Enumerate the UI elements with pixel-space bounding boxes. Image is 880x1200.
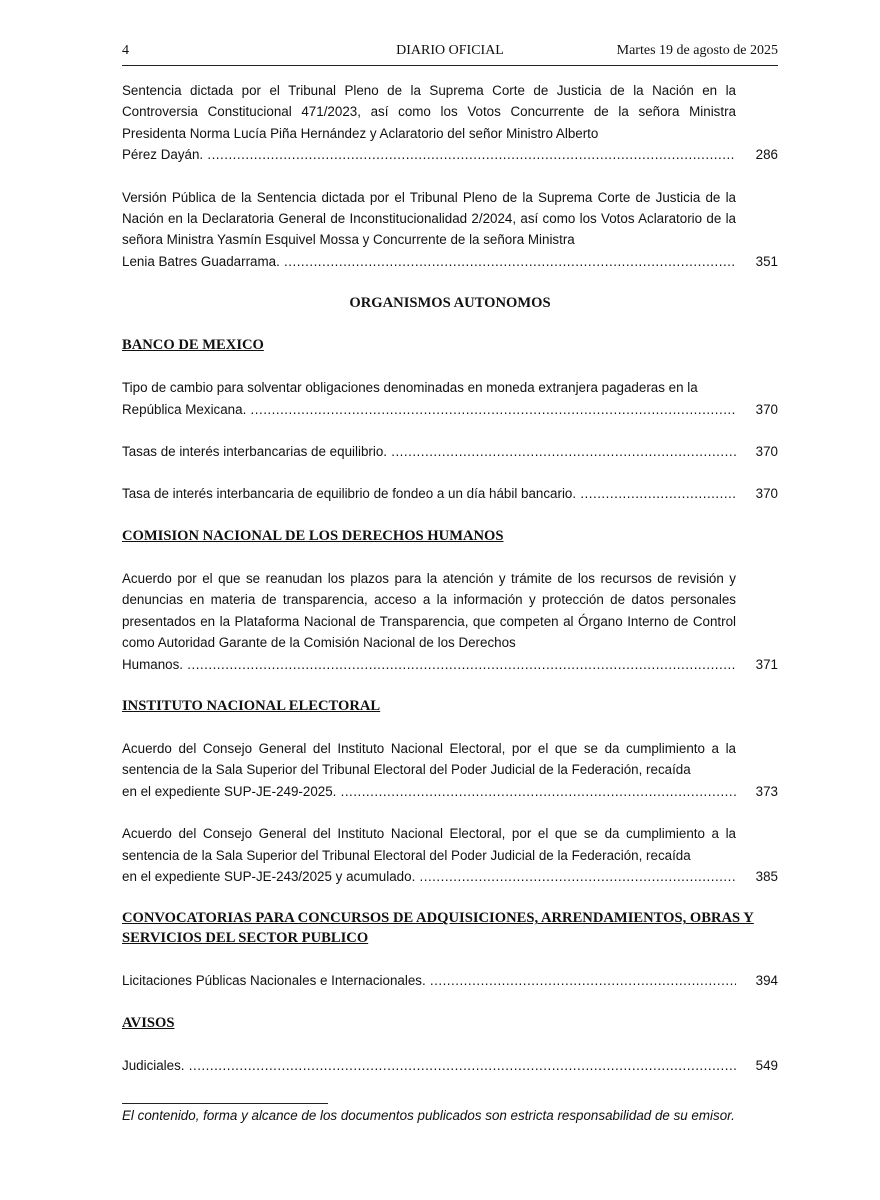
toc-entry — [122, 970, 778, 991]
entry-last-line: en el expediente SUP-JE-249-2025. ..... — [122, 781, 736, 802]
organismos-heading: ORGANISMOS AUTONOMOS — [349, 295, 551, 312]
toc-entry — [122, 483, 778, 504]
entry-text: Tipo de cambio para solventar obligaciones denominadas en moneda extranjera pagaderas en la — [122, 380, 698, 396]
footnote — [122, 1103, 782, 1123]
entry-page-number: 370 — [755, 486, 778, 502]
avisos-heading: AVISOS — [122, 1014, 175, 1031]
header-page-number: 4 — [122, 43, 129, 58]
cndh-heading: COMISION NACIONAL DE LOS DERECHOS HUMANOS — [122, 527, 504, 544]
toc-entry — [122, 377, 778, 420]
entry-last-line: Tasa de interés interbancaria de equilibrio de fondeo a un día hábil bancario. ..... — [122, 483, 736, 504]
entry-last-line: Judiciales. ..... — [122, 1055, 736, 1076]
convocatorias-heading: CONVOCATORIAS PARA CONCURSOS DE ADQUISICIONES, ARRENDAMIENTOS, OBRAS Y SERVICIOS DEL SECTOR PUBLICO — [122, 910, 754, 947]
entry-text: Versión Pública de la Sentencia dictada por el Tribunal Pleno de la Suprema Corte de Justicia de la Nación en la Declaratoria General de Inconstitucionalidad 2/2024, así como los Votos Aclaratorio de la señora Ministra Yasmín Esquivel Mossa y Concurrente de la señora Ministra — [122, 189, 736, 248]
entry-page-number: 370 — [755, 444, 778, 460]
entry-page-number: 351 — [755, 253, 778, 269]
toc-entry — [122, 1055, 778, 1076]
toc-entry — [122, 187, 778, 273]
entry-last-line: Humanos. ..... — [122, 654, 736, 675]
entry-text: Acuerdo del Consejo General del Instituto Nacional Electoral, por el que se da cumplimiento a la sentencia de la Sala Superior del Tribunal Electoral del Poder Judicial de la Federación, recaída — [122, 826, 736, 863]
page-header — [122, 43, 778, 66]
entry-last-line: República Mexicana. ..... — [122, 399, 736, 420]
table-of-contents — [122, 80, 778, 1097]
footnote-text: El contenido, forma y alcance de los documentos publicados son estricta responsabilidad de su emisor. — [122, 1108, 735, 1123]
entry-page-number: 394 — [755, 973, 778, 989]
entry-last-line: en el expediente SUP-JE-243/2025 y acumulado. ..... — [122, 866, 736, 887]
entry-page-number: 370 — [755, 401, 778, 417]
header-title: DIARIO OFICIAL — [396, 43, 504, 58]
entry-last-line: Tasas de interés interbancarias de equilibrio. ..... — [122, 441, 736, 462]
entry-page-number: 286 — [755, 147, 778, 163]
footnote-rule — [122, 1103, 328, 1104]
entry-page-number: 549 — [755, 1057, 778, 1073]
entry-text: Acuerdo del Consejo General del Instituto Nacional Electoral, por el que se da cumplimiento a la sentencia de la Sala Superior del Tribunal Electoral del Poder Judicial de la Federación, recaída — [122, 740, 736, 778]
header-date: Martes 19 de agosto de 2025 — [616, 43, 778, 58]
toc-entry — [122, 738, 778, 802]
entry-text: Acuerdo por el que se reanudan los plazos para la atención y trámite de los recursos de revisión y denuncias en materia de transparencia, acceso a la información y protección de datos personales presentados en la Plataforma Nacional de Transparencia, que competen al Órgano Interno de Control como Autoridad Garante de la Comisión Nacional de los Derechos — [122, 570, 736, 651]
ine-heading: INSTITUTO NACIONAL ELECTORAL — [122, 697, 381, 714]
toc-entry — [122, 568, 778, 675]
entry-text: Sentencia dictada por el Tribunal Pleno de la Suprema Corte de Justicia de la Nación en la Controversia Constitucional 471/2023, así como los Votos Concurrente de la señora Ministra Presidenta Norma Lucía Piña Hernández y Aclaratorio del señor Ministro Alberto — [122, 83, 736, 141]
toc-entry — [122, 441, 778, 462]
toc-entry — [122, 823, 778, 887]
entry-last-line: Lenia Batres Guadarrama. ..... — [122, 251, 736, 272]
entry-page-number: 373 — [755, 783, 778, 799]
entry-page-number: 371 — [755, 656, 778, 672]
banco-heading: BANCO DE MEXICO — [122, 337, 264, 354]
entry-page-number: 385 — [755, 868, 778, 884]
entry-last-line: Pérez Dayán. ..... — [122, 144, 736, 165]
toc-entry — [122, 80, 778, 166]
entry-last-line: Licitaciones Públicas Nacionales e Internacionales. ..... — [122, 970, 736, 991]
